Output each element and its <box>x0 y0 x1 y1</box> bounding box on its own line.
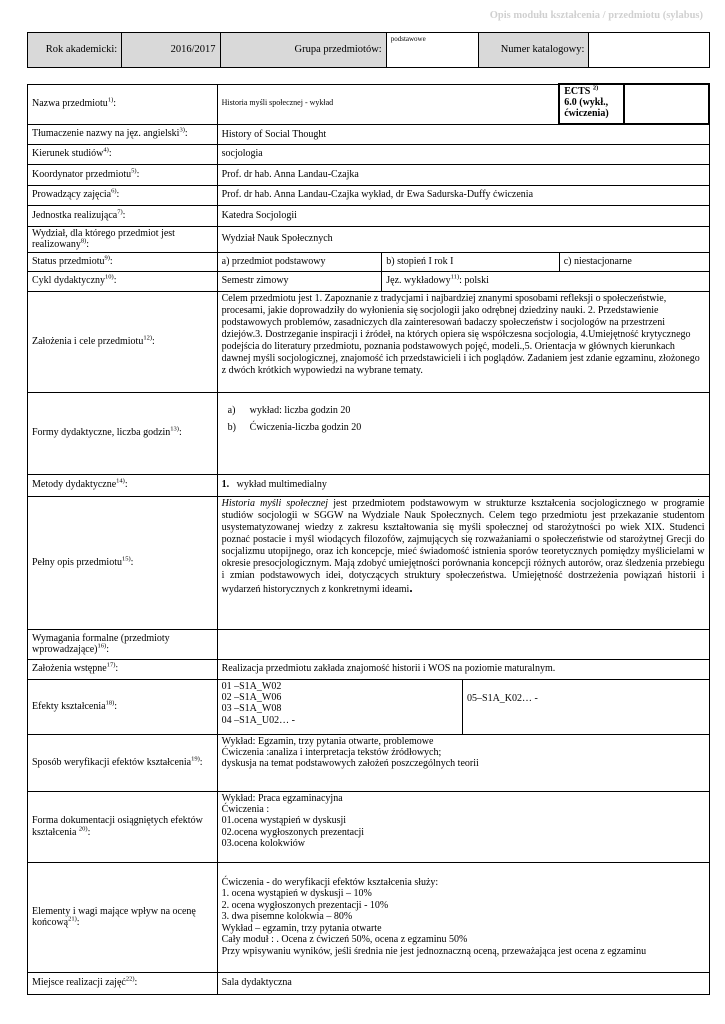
label-text: Sposób weryfikacji efektów kształcenia <box>32 756 192 768</box>
value-elementy <box>217 862 709 972</box>
value-zalozenia: Celem przedmiotu jest 1. Zapoznanie z tradycjami i najbardziej znanymi sposobami refleksji o społeczeństwie, procesami, jakie doprowadziły do wyłonienia się socjologii jako odrębnej dziedziny nauki. 2. Przedstawienie podstawowych problemów, zasadniczych dla zainteresowań badaczy społeczeństw i socjologów na przestrzeni dziejów.3. Dostrzeganie inspiracji i źródeł, na których opiera się współczesna socjologia, 4.Umiejętność krytycznego podejścia do literatury przedmiotu, poznania podstawowych pojęć, modeli.,5. Orientacja w głównych kierunkach dawnej myśli socjologicznej, znajomość ich przedstawicieli i ich poglądów. Zadaniem jest zdanie egzaminu, złożonego z dwóch krótkich wypowiedzi na wybrane tematy. <box>217 291 709 392</box>
label-opis: Pełny opis przedmiotu$^{15)}$: <box>28 496 218 629</box>
value-formy <box>217 392 709 474</box>
elementy-line: Wykład – egzamin, trzy pytania otwarte <box>221 922 382 934</box>
document-title: Opis modułu kształcenia / przedmiotu (sylabus) <box>489 10 703 21</box>
label-koordynator: Koordynator przedmiotu$^{5)}$: <box>28 164 218 185</box>
efekt-item: 04 –S1A_U02… - <box>221 714 295 726</box>
opis-text: jest przedmiotem podstawowym w strukturze kształcenia socjologicznego w programie studiów socjologii w SGGW na Wydziale Nauk Społecznych. Celem tego przedmiotu jest przekazanie studentom usystematyzowanej wiedzy z zakresu kształtowania się myśli społecznej od starożytności po wiek XIX. Studenci poznać postacie i myśl wiodących filozofów, zajmujących się rozważaniami o społeczeństwie od starożytnej Grecji do socjalizmu utopijnego, oraz ich koncepcje, mieć świadomość istnienia sporów teoretycznych pomiędzy myślicielami w okresie presocjologicznym. Mają zdobyć umiejętności porównania koncepcji różnych autorów, oraz śledzenia przebiegu i zmian podstawowych idei, dotyczących struktury społeczeństwa. Umiejętność dostrzeżenia powiązań historii i wydarzeń historycznych z konkretnymi ideami <box>221 497 705 595</box>
row-wydzial <box>28 226 710 252</box>
grupa-label: Grupa przedmiotów: <box>220 33 386 68</box>
footnote-ref: 18) <box>105 699 115 707</box>
elementy-line: Ćwiczenia - do weryfikacji efektów kształcenia służy: <box>221 877 439 889</box>
label-text: Wydział, dla którego przedmiot jest realizowany <box>32 227 175 250</box>
grupa-value: podstawowe <box>386 33 478 68</box>
label-text: Efekty kształcenia <box>32 700 106 712</box>
label-wymagania: Wymagania formalne (przedmioty wprowadzające)$^{16)}$: <box>28 629 218 659</box>
value-wstepne: Realizacja przedmiotu zakłada znajomość historii i WOS na poziomie maturalnym. <box>217 659 709 679</box>
row-weryfikacja <box>28 734 710 791</box>
dokumentacja-line: Wykład: Praca egzaminacyjna <box>221 792 343 804</box>
value-cykl: Semestr zimowy <box>217 271 382 291</box>
jezyk-label: Jęz. wykładowy <box>386 275 451 287</box>
label-efekty: Efekty kształcenia$^{18)}$: <box>28 679 218 734</box>
numer-label: Numer katalogowy: <box>478 33 588 68</box>
item-text: Ćwiczenia-liczba godzin 20 <box>249 421 362 433</box>
value-opis <box>217 496 709 629</box>
label-nazwa: Nazwa przedmiotu$^{1)}$: <box>28 84 218 124</box>
label-wydzial: Wydział, dla którego przedmiot jest realizowany$^{8)}$: <box>28 226 218 252</box>
opis-end: . <box>409 579 413 595</box>
footnote-ref: 8) <box>80 237 87 245</box>
rok-label: Rok akademicki: <box>28 33 122 68</box>
label-elementy: Elementy i wagi mające wpływ na ocenę końcową$^{21)}$: <box>28 862 218 972</box>
label-jednostka: Jednostka realizująca$^{7)}$: <box>28 205 218 226</box>
elementy-line: 3. dwa pisemne kolokwia – 80% <box>221 911 353 923</box>
row-prowadzacy <box>28 185 710 205</box>
footnote-ref: 17) <box>106 661 116 669</box>
footnote-ref: 22) <box>125 975 135 983</box>
label-tlumaczenie: Tłumaczenie nazwy na jęz. angielski$^{3)}$: <box>28 124 218 144</box>
efekty-right: 05–S1A_K02… - <box>463 679 709 734</box>
row-kierunek <box>28 144 710 164</box>
label-text: Jednostka realizująca <box>32 209 118 221</box>
value-wymagania <box>217 629 709 659</box>
footnote-ref: 16) <box>97 642 107 650</box>
footnote-ref: 21) <box>68 915 77 923</box>
label-text: Formy dydaktyczne, liczba godzin <box>32 427 171 439</box>
numer-value <box>589 33 710 68</box>
ects-footnote: 2) <box>592 84 599 92</box>
syllabus-table <box>27 83 710 995</box>
footnote-ref: 19) <box>191 755 200 763</box>
row-nazwa <box>28 84 710 124</box>
value-jednostka: Katedra Socjologii <box>217 205 709 226</box>
ects-value: 6.0 (wykł., ćwiczenia) <box>564 97 609 119</box>
elementy-line: 1. ocena wystąpień w dyskusji – 10% <box>221 888 372 900</box>
label-dokumentacja: Forma dokumentacji osiągniętych efektów kształcenia $^{20)}$: <box>28 791 218 862</box>
label-status: Status przedmiotu$^{9)}$: <box>28 252 218 271</box>
label-text: Pełny opis przedmiotu <box>32 556 122 568</box>
label-miejsce: Miejsce realizacji zajęć$^{22)}$: <box>28 972 218 994</box>
ects-label: ECTS <box>564 86 591 97</box>
status-c: c) niestacjonarne <box>559 252 709 271</box>
efekt-item: 01 –S1A_W02 <box>221 680 282 692</box>
value-dokumentacja <box>217 791 709 862</box>
row-tlumaczenie <box>28 124 710 144</box>
label-text: Prowadzący zajęcia <box>32 189 112 201</box>
jezyk-value: : polski <box>459 275 489 287</box>
row-wstepne <box>28 659 710 679</box>
efekty-left <box>217 679 462 734</box>
label-text: Założenia i cele przedmiotu <box>32 335 144 347</box>
item-marker: 1. <box>221 479 230 491</box>
ects-box <box>559 84 624 124</box>
footnote-ref: 14) <box>116 477 125 485</box>
footnote-ref: 10) <box>105 273 114 281</box>
footnote-ref: 3) <box>179 126 185 134</box>
row-jednostka <box>28 205 710 226</box>
item-marker: b) <box>227 421 236 433</box>
row-opis <box>28 496 710 629</box>
label-text: Tłumaczenie nazwy na jęz. angielski <box>32 128 180 140</box>
dokumentacja-line: 01.ocena wystąpień w dyskusji <box>221 815 347 827</box>
value-metody <box>217 474 709 496</box>
value-nazwa: Historia myśli społecznej - wykład <box>217 84 559 124</box>
dokumentacja-line: Ćwiczenia : <box>221 803 270 815</box>
value-jezyk <box>382 271 709 291</box>
elementy-line: Przy wpisywaniu wyników, jeśli średnia nie jest jednoznaczną oceną, przeważająca jest ocena z egzaminu <box>221 945 647 957</box>
efekt-item: 03 –S1A_W08 <box>221 703 282 715</box>
dokumentacja-line: 03.ocena kolokwiów <box>221 838 305 850</box>
footnote-ref: 12) <box>143 334 153 342</box>
row-elementy <box>28 862 710 972</box>
footnote-ref: 7) <box>117 208 123 216</box>
label-text: Założenia wstępne <box>32 663 107 675</box>
forma-item <box>228 405 705 416</box>
label-text: Koordynator przedmiotu <box>32 168 132 180</box>
footnote-ref: 13) <box>170 425 179 433</box>
label-text: Forma dokumentacji osiągniętych efektów kształcenia <box>32 815 203 838</box>
footnote-ref: 20) <box>78 825 88 833</box>
row-wymagania <box>28 629 710 659</box>
status-b: b) stopień I rok I <box>382 252 559 271</box>
footnote-ref: 11) <box>450 273 460 281</box>
label-text: Miejsce realizacji zajęć <box>32 977 126 989</box>
dokumentacja-line: 02.ocena wygłoszonych prezentacji <box>221 826 365 838</box>
label-text: Nazwa przedmiotu <box>32 98 108 110</box>
value-miejsce: Sala dydaktyczna <box>217 972 709 994</box>
row-koordynator <box>28 164 710 185</box>
label-weryfikacja: Sposób weryfikacji efektów kształcenia$^{19)}$: <box>28 734 218 791</box>
label-text: Kierunek studiów <box>32 148 104 160</box>
footnote-ref: 4) <box>103 146 109 154</box>
row-dokumentacja <box>28 791 710 862</box>
weryfikacja-line: Ćwiczenia :analiza i interpretacja tekstów źródłowych; <box>221 746 442 758</box>
label-zalozenia: Założenia i cele przedmiotu$^{12)}$: <box>28 291 218 392</box>
label-kierunek: Kierunek studiów$^{4)}$: <box>28 144 218 164</box>
weryfikacja-line: Wykład: Egzamin, trzy pytania otwarte, problemowe <box>221 735 434 747</box>
value-wydzial: Wydział Nauk Społecznych <box>217 226 709 252</box>
footnote-ref: 5) <box>131 167 137 175</box>
weryfikacja-line: dyskusja na temat podstawowych założeń poszczególnych teorii <box>221 758 479 770</box>
row-formy <box>28 392 710 474</box>
label-formy: Formy dydaktyczne, liczba godzin$^{13)}$: <box>28 392 218 474</box>
row-miejsce <box>28 972 710 994</box>
footnote-ref: 6) <box>111 187 117 195</box>
label-metody: Metody dydaktyczne$^{14)}$: <box>28 474 218 496</box>
label-text: Wymagania formalne (przedmioty wprowadzające) <box>32 632 170 655</box>
status-a: a) przedmiot podstawowy <box>217 252 382 271</box>
label-wstepne: Założenia wstępne$^{17)}$: <box>28 659 218 679</box>
row-efekty <box>28 679 710 734</box>
opis-italic: Historia myśli społecznej <box>221 497 329 509</box>
footnote-ref: 9) <box>104 254 110 262</box>
value-prowadzacy: Prof. dr hab. Anna Landau-Czajka wykład, dr Ewa Sadurska-Duffy ćwiczenia <box>217 185 709 205</box>
label-text: Metody dydaktyczne <box>32 479 117 491</box>
ects-empty <box>624 84 709 124</box>
item-text: wykład multimedialny <box>236 479 327 491</box>
elementy-line: 2. ocena wygłoszonych prezentacji - 10% <box>221 899 389 911</box>
row-status <box>28 252 710 271</box>
label-text: Elementy i wagi mające wpływ na ocenę końcową <box>32 905 196 928</box>
value-weryfikacja <box>217 734 709 791</box>
label-cykl: Cykl dydaktyczny$^{10)}$: <box>28 271 218 291</box>
footnote-ref: 1) <box>107 96 114 104</box>
rok-value: 2016/2017 <box>122 33 220 68</box>
footnote-ref: 15) <box>122 555 131 563</box>
forma-item <box>228 422 705 433</box>
elementy-line: Cały moduł : . Ocena z ćwiczeń 50%, ocena z egzaminu 50% <box>221 934 468 946</box>
label-text: Cykl dydaktyczny <box>32 275 106 287</box>
row-cykl <box>28 271 710 291</box>
item-marker: a) <box>227 404 236 416</box>
efekt-item: 02 –S1A_W06 <box>221 691 282 703</box>
value-koordynator: Prof. dr hab. Anna Landau-Czajka <box>217 164 709 185</box>
label-prowadzacy: Prowadzący zajęcia$^{6)}$: <box>28 185 218 205</box>
top-info-table <box>27 32 710 68</box>
row-metody <box>28 474 710 496</box>
item-text: wykład: liczba godzin 20 <box>249 404 351 416</box>
value-tlumaczenie: History of Social Thought <box>217 124 709 144</box>
value-kierunek: socjologia <box>217 144 709 164</box>
label-text: Status przedmiotu <box>32 255 105 267</box>
row-zalozenia <box>28 291 710 392</box>
